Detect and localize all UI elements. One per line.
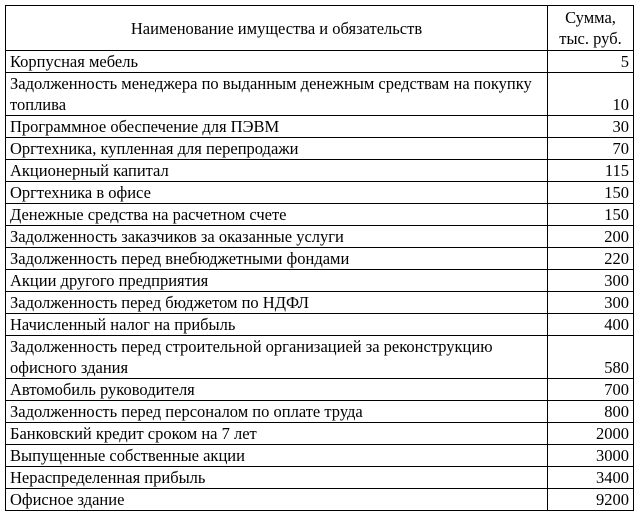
- header-sum: [548, 6, 634, 51]
- header-row: [6, 6, 634, 51]
- row-name: Автомобиль руководителя: [6, 379, 548, 401]
- row-name: Выпущенные собственные акции: [6, 445, 548, 467]
- row-name: Нераспределенная прибыль: [6, 467, 548, 489]
- table-row: [6, 401, 634, 423]
- row-name: Задолженность перед внебюджетными фондами: [6, 248, 548, 270]
- row-value: 300: [548, 270, 634, 292]
- header-name: Наименование имущества и обязательств: [6, 6, 548, 51]
- table-row: [6, 204, 634, 226]
- table-row: [6, 467, 634, 489]
- row-name: Задолженность перед бюджетом по НДФЛ: [6, 292, 548, 314]
- row-value: 30: [548, 116, 634, 138]
- row-name: Оргтехника, купленная для перепродажи: [6, 138, 548, 160]
- row-name: Программное обеспечение для ПЭВМ: [6, 116, 548, 138]
- table-row: [6, 270, 634, 292]
- row-name: Денежные средства на расчетном счете: [6, 204, 548, 226]
- table-row: [6, 314, 634, 336]
- table-row: [6, 116, 634, 138]
- row-value: 70: [548, 138, 634, 160]
- table-row: [6, 226, 634, 248]
- table-row: [6, 489, 634, 511]
- row-value: 5: [548, 51, 634, 73]
- table-row: [6, 160, 634, 182]
- table-row: [6, 423, 634, 445]
- row-name: Корпусная мебель: [6, 51, 548, 73]
- row-name: Акции другого предприятия: [6, 270, 548, 292]
- row-value: 700: [548, 379, 634, 401]
- header-sum-line1: Сумма,: [565, 8, 616, 27]
- row-value: 220: [548, 248, 634, 270]
- row-value: 9200: [548, 489, 634, 511]
- row-value: 150: [548, 182, 634, 204]
- row-value: 3000: [548, 445, 634, 467]
- row-value: 10: [548, 73, 634, 116]
- row-value: 580: [548, 336, 634, 379]
- table-row: [6, 73, 634, 116]
- table-row: [6, 138, 634, 160]
- table-row: [6, 248, 634, 270]
- row-value: 200: [548, 226, 634, 248]
- row-name: Задолженность заказчиков за оказанные услуги: [6, 226, 548, 248]
- row-value: 2000: [548, 423, 634, 445]
- header-sum-line2: тыс. руб.: [559, 29, 622, 48]
- row-name: Задолженность перед персоналом по оплате труда: [6, 401, 548, 423]
- row-name: Офисное здание: [6, 489, 548, 511]
- table-row: [6, 182, 634, 204]
- row-name: Начисленный налог на прибыль: [6, 314, 548, 336]
- table-row: [6, 51, 634, 73]
- row-name: Задолженность перед строительной организацией за реконструкцию офисного здания: [6, 336, 548, 379]
- table-row: [6, 292, 634, 314]
- row-name: Акционерный капитал: [6, 160, 548, 182]
- row-name: Задолженность менеджера по выданным денежным средствам на покупку топлива: [6, 73, 548, 116]
- table-row: [6, 336, 634, 379]
- table-row: [6, 445, 634, 467]
- row-name: Банковский кредит сроком на 7 лет: [6, 423, 548, 445]
- table-body: [6, 51, 634, 511]
- row-value: 800: [548, 401, 634, 423]
- row-value: 400: [548, 314, 634, 336]
- row-value: 115: [548, 160, 634, 182]
- row-value: 300: [548, 292, 634, 314]
- row-value: 3400: [548, 467, 634, 489]
- row-name: Оргтехника в офисе: [6, 182, 548, 204]
- row-value: 150: [548, 204, 634, 226]
- property-liabilities-table: [5, 5, 634, 511]
- table-row: [6, 379, 634, 401]
